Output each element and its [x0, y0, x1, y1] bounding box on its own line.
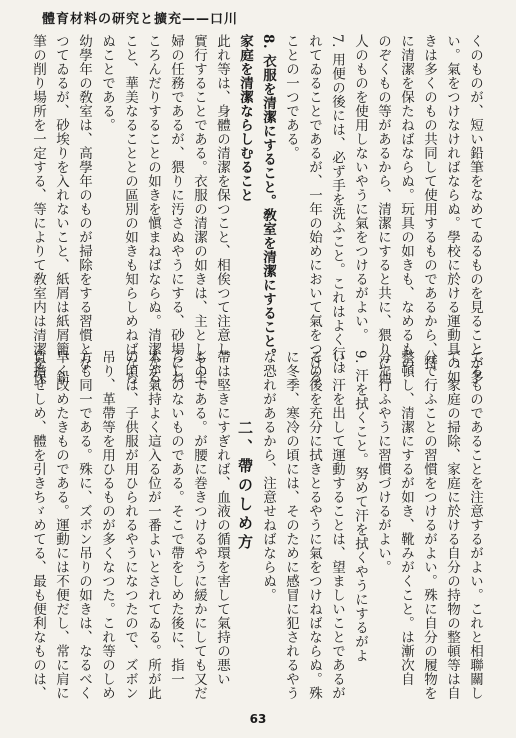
text-column: くのものが、短い鉛筆をなめてゐるものを見ることが多 — [467, 34, 483, 384]
text-column: い。汗を出して運動することは、望ましいことであるが — [329, 350, 345, 700]
text-block-lower — [30, 350, 486, 700]
text-column: に清潔を保たねばならぬ。玩具の如きも、なめるもの、 — [398, 34, 414, 384]
text-column: その後を充分に拭きとるやうに氣をつけねばならぬ。殊 — [306, 350, 322, 700]
section-heading: 二、帶のしめ方 — [236, 420, 254, 553]
text-column: きは多くのもの共同して使用するものであるから、特 — [421, 34, 437, 370]
text-block-upper — [30, 34, 486, 384]
text-column: ぬことである。 — [99, 34, 115, 132]
text-column: 分で行ふことの習慣をつけるがよい。殊に自分の履物を — [421, 350, 437, 700]
text-column: 家庭を清潔ならしむること — [237, 34, 253, 202]
text-column: れてゐることであるが、一年の始めにおいて氣をつける — [306, 34, 322, 384]
text-column: 此れ等は、身體の清潔を保つこと、相俟つて注意し — [214, 34, 230, 356]
text-column: に冬季、寒冷の頃には、そのために感冒に犯されるやう — [283, 350, 299, 700]
text-column: こと、華美なることとの區別の如きも知らしめねばなら — [122, 34, 138, 384]
text-column: 早く改めたきものである。運動には不便だし、常に肩に — [53, 350, 69, 700]
text-column: ことの一つである。 — [283, 34, 299, 160]
text-column: 方も同一である。殊に、ズボン吊りの如きは、なるべく — [76, 350, 92, 700]
text-column: 筆の削り場所を一定する、等によりて敎室内は清潔を保 — [30, 34, 46, 384]
text-column: つてゐるが、砂埃りを入れないこと、紙屑は紙屑籠、鉛 — [53, 34, 69, 384]
text-column: 帶は堅きにすぎれば、血液の循環を害して氣持の悪い — [214, 350, 230, 686]
page-number: 63 — [249, 712, 267, 726]
text-column: 幼學年の敎室は、高學年のものが掃除をする習慣とな — [76, 34, 92, 370]
text-column: てるものであることを注意するがよい。これと相聯關し — [467, 350, 483, 700]
text-column: 本が氣持よく這入る位が一番よいとされてゐる。所が此 — [145, 350, 161, 700]
text-column: 實行することである。衣服の清潔の如きは、主として主 — [191, 34, 207, 384]
text-column: て、家庭の掃除、家庭に於ける自分の持物の整頓等は自 — [444, 350, 460, 700]
text-column: 7. 用便の後には、必ず手を洗ふこと。これはよく行は — [329, 34, 345, 375]
text-column: ころんだりすることの如きを愼まねばならぬ。清潔なる — [145, 34, 161, 384]
text-column: 人のものを使用しないやうに氣をつけるがよい。 — [352, 34, 368, 342]
text-column: 負擔せしめ、體を引きちゞめてる、最も便利なものは、 — [30, 350, 46, 700]
text-column: らしのないものである。そこで帶をしめた後に、指一 — [168, 350, 184, 686]
text-column: 8. 衣服を清潔にすること。敎室を清潔にすること。 — [260, 34, 276, 363]
text-column: の頃は、子供服が用ひられるやうになつたので、ズボン — [122, 350, 138, 700]
text-column: な恐れがあるから、注意せねばならぬ。 — [260, 350, 276, 602]
text-column: 吊り、革帶等を用ひるものが多くなつた。これ等のしめ — [99, 350, 115, 700]
running-header: 體育材料の研究と擴充——口川 — [42, 12, 239, 27]
text-column: 分で行ふやうに習慣づけるがよい。 — [375, 350, 391, 574]
text-column: のぞくもの等があるから、清潔にすると共に、猥りに他 — [375, 34, 391, 384]
text-column: 9. 汗を拭くこと。努めて汗を拭くやうにするがよ — [352, 350, 368, 663]
text-column: 婦の任務であるが、猥りに汚さぬやうにする、砂場にね — [168, 34, 184, 384]
text-column: い。氣をつけなければならぬ。學校に於ける運動具の如 — [444, 34, 460, 384]
text-column: 整頓し、清潔にするが如き、靴みがくこと。は漸次自 — [398, 350, 414, 686]
text-column: ものである。が腰に巻きつけるやうに緩かにしても又だ — [191, 350, 207, 700]
